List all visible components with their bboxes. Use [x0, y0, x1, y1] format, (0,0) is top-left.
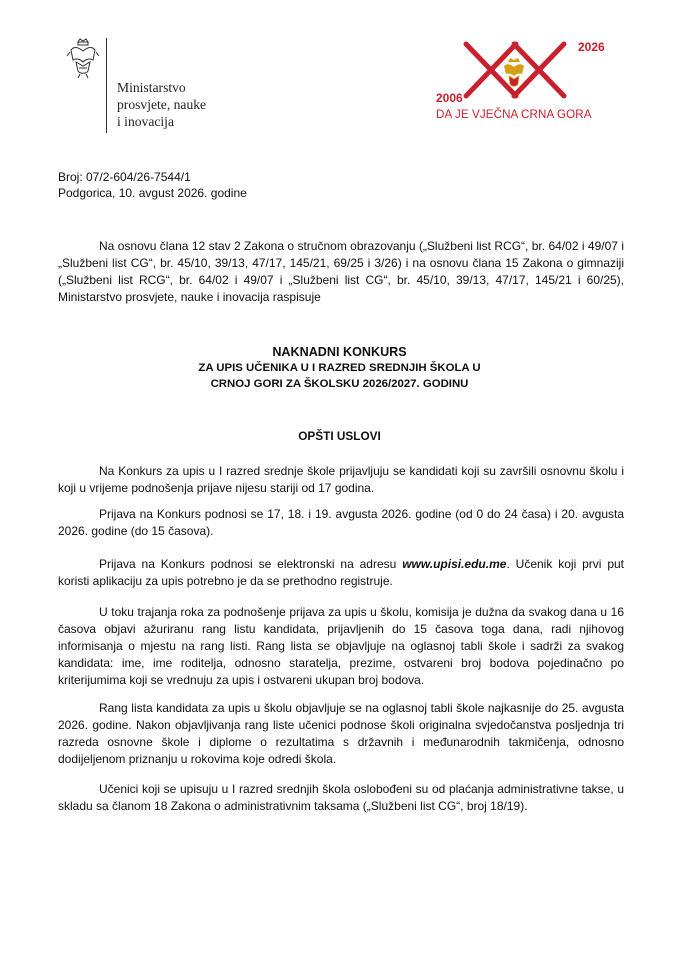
anniversary-year-end: 2026 [578, 40, 605, 54]
body-paragraph: Prijava na Konkurs podnosi se 17, 18. i 19. avgusta 2026. godine (od 0 do 24 časa) i 20. avgusta 2026. godine (do 15 časova). [58, 507, 624, 538]
montenegro-crest-icon [66, 38, 100, 80]
document-title: NAKNADNI KONKURS [272, 345, 407, 359]
document-place-date: Podgorica, 10. avgust 2026. godine [58, 186, 247, 200]
anniversary-slogan: DA JE VJEČNA CRNA GORA [436, 108, 592, 121]
body-paragraph: Učenici koji se upisuju u I razred srednjih škola oslobođeni su od plaćanja administrativne takse, u skladu sa članom 18 Zakona o administrativnim taksama („Službeni list CG“, broj 18/19). [58, 782, 624, 813]
logo-divider [106, 38, 107, 133]
paragraph-text: Prijava na Konkurs podnosi se elektronski na adresu [99, 557, 403, 571]
document-reference [58, 169, 247, 201]
body-paragraph: Rang lista kandidata za upis u školu objavljuje se na oglasnoj tabli škole najkasnije do 25. avgusta 2026. godine. Nakon objavljivanja rang liste učenici podnose školi originalna svjedočanstva posljednja tri razreda osnovne škole i diplome o rezultatima s državnih i međunarodnih takmičenja, odnosno dodijeljenom priznanju u rokovima koje odredi škola. [58, 701, 624, 766]
paragraph-text: . Učenik koji prvi put koristi aplikaciju za upis potrebno je da se prethodno registruje. [58, 557, 625, 588]
document-subtitle-line: CRNOJ GORI ZA ŠKOLSKU 2026/2027. GODINU [210, 378, 469, 390]
anniversary-year-start: 2006 [436, 91, 463, 105]
section-heading: OPŠTI USLOVI [298, 429, 381, 443]
anniversary-logo [424, 36, 634, 128]
ministry-name-line: i inovacija [117, 114, 174, 129]
ministry-logo [52, 38, 292, 138]
upisi-url: www.upisi.edu.me [402, 557, 507, 571]
ministry-name-line: Ministarstvo [117, 80, 186, 95]
body-paragraph: Na Konkurs za upis u I razred srednje škole prijavljuju se kandidati koji su završili osnovnu školu i koji u vrijeme podnošenja prijave nijesu stariji od 17 godina. [58, 464, 624, 495]
intro-paragraph: Na osnovu člana 12 stav 2 Zakona o stručnom obrazovanju („Službeni list RCG“, br. 64/02 i 49/07 i „Službeni list CG“, br. 45/10, 39/13, 47/17, 145/21, 69/25 i 3/26) i na osnovu člana 15 Zakona o gimnaziji („Službeni list RCG“, br. 64/02 i 49/07 i „Službeni list CG“, br. 45/10, 39/13, 47/17, 145/21 i 60/25), Ministarstvo prosvjete, nauke i inovacija raspisuje [58, 239, 624, 304]
ministry-name [117, 79, 206, 130]
ministry-name-line: prosvjete, nauke [117, 97, 207, 112]
body-paragraph: U toku trajanja roka za podnošenje prijava za upis u školu, komisija je dužna da svakog dana u 16 časova objavi ažuriranu rang listu kandidata, prijavljenih do 15 časova toga dana, radi njihovog informisanja o mjestu na rang listi. Rang lista se objavljuje na oglasnoj tabli škole i sadrži za svakog kandidata: ime, ime roditelja, odnosno staratelja, prezime, ostvareni broj bodova pojedinačno po kriterijumima koji se vrednuju za upis i ostvareni ukupan broj bodova. [58, 605, 624, 687]
document-subtitle-line: ZA UPIS UČENIKA U I RAZRED SREDNJIH ŠKOLA U [198, 362, 481, 374]
document-number: Broj: 07/2-604/26-7544/1 [58, 170, 191, 184]
anniversary-xx-emblem-icon [444, 36, 594, 102]
body-paragraph [58, 556, 624, 590]
